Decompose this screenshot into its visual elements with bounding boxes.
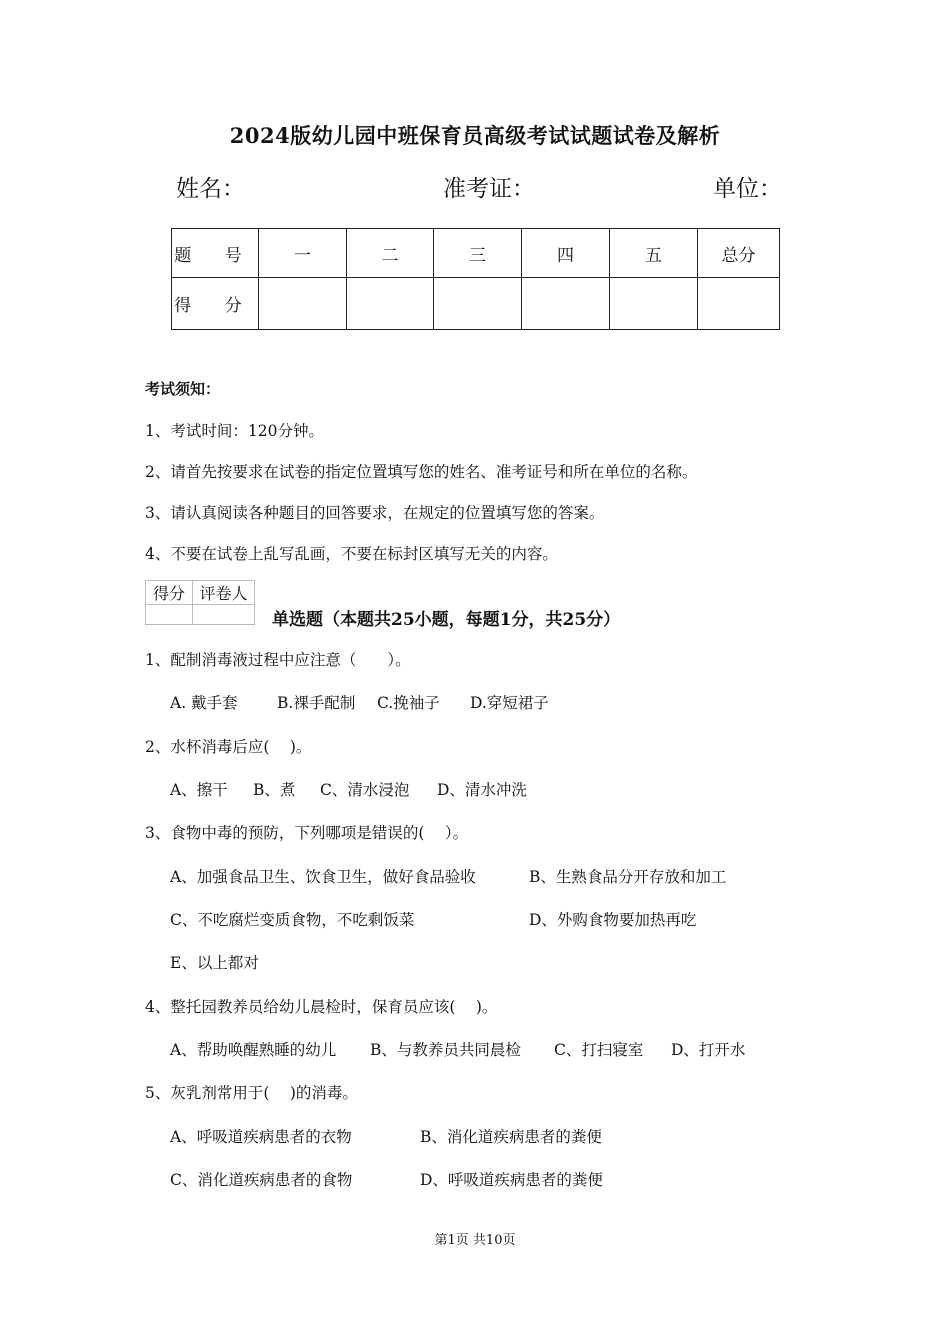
question-option: B.裸手配制 <box>277 694 356 712</box>
mini-score-cell[interactable] <box>146 605 193 625</box>
exam-id-field-label: 准考证： <box>443 176 535 202</box>
score-cell[interactable] <box>259 278 347 330</box>
section-title: 单选题（本题共25小题，每题1分，共25分） <box>272 610 621 630</box>
mini-grader-cell[interactable] <box>193 605 255 625</box>
notice-item: 4、不要在试卷上乱写乱画，不要在标封区填写无关的内容。 <box>145 545 558 563</box>
score-cell[interactable] <box>347 278 434 330</box>
question-option: C、消化道疾病患者的食物 <box>170 1171 353 1189</box>
question-option: A、呼吸道疾病患者的衣物 <box>170 1128 352 1146</box>
page-footer: 第1页 共10页 <box>434 1233 516 1248</box>
score-cell[interactable] <box>698 278 780 330</box>
question-option: B、与教养员共同晨检 <box>370 1041 521 1059</box>
question-stem: 4、整托园教养员给幼儿晨检时，保育员应该( )。 <box>145 998 498 1016</box>
question-option: A. 戴手套 <box>170 694 238 712</box>
notice-heading: 考试须知： <box>145 380 221 398</box>
question-option: A、擦干 <box>170 781 228 799</box>
question-option: D、外购食物要加热再吃 <box>529 911 697 929</box>
question-option: C、清水浸泡 <box>320 781 410 799</box>
score-label: 得 分 <box>172 278 259 330</box>
column-header: 二 <box>347 229 434 278</box>
column-header: 三 <box>434 229 522 278</box>
score-table <box>171 228 780 330</box>
column-header: 一 <box>259 229 347 278</box>
question-option: A、帮助唤醒熟睡的幼儿 <box>170 1041 337 1059</box>
question-option: D、打开水 <box>671 1041 746 1059</box>
question-option: D.穿短裙子 <box>470 694 549 712</box>
question-number-label: 题 号 <box>172 229 259 278</box>
question-option: C、打扫寝室 <box>554 1041 644 1059</box>
question-option: E、以上都对 <box>170 954 259 972</box>
score-cell[interactable] <box>610 278 698 330</box>
question-stem: 2、水杯消毒后应( )。 <box>145 738 312 756</box>
question-option: A、加强食品卫生、饮食卫生，做好食品验收 <box>170 868 476 886</box>
column-header: 四 <box>522 229 610 278</box>
column-header: 总分 <box>698 229 780 278</box>
mini-score-label: 得分 <box>146 581 193 605</box>
question-option: D、呼吸道疾病患者的粪便 <box>420 1171 603 1189</box>
column-header: 五 <box>610 229 698 278</box>
notice-item: 3、请认真阅读各种题目的回答要求，在规定的位置填写您的答案。 <box>145 504 605 522</box>
question-option: C.挽袖子 <box>377 694 440 712</box>
score-cell[interactable] <box>434 278 522 330</box>
question-option: B、生熟食品分开存放和加工 <box>529 868 727 886</box>
notice-item: 1、考试时间：120分钟。 <box>145 422 324 440</box>
grader-table <box>145 580 255 625</box>
question-option: D、清水冲洗 <box>437 781 527 799</box>
score-cell[interactable] <box>522 278 610 330</box>
question-stem: 3、食物中毒的预防，下列哪项是错误的( ）。 <box>145 824 469 842</box>
page-title: 2024版幼儿园中班保育员高级考试试题试卷及解析 <box>229 123 721 148</box>
unit-field-label: 单位： <box>713 176 782 202</box>
notice-item: 2、请首先按要求在试卷的指定位置填写您的姓名、准考证号和所在单位的名称。 <box>145 463 698 481</box>
question-option: C、不吃腐烂变质食物，不吃剩饭菜 <box>170 911 415 929</box>
name-field-label: 姓名： <box>176 176 245 202</box>
mini-grader-label: 评卷人 <box>193 581 255 605</box>
question-stem: 5、灰乳剂常用于( )的消毒。 <box>145 1084 358 1102</box>
question-option: B、消化道疾病患者的粪便 <box>420 1128 602 1146</box>
question-stem: 1、配制消毒液过程中应注意（ ）。 <box>145 651 411 669</box>
question-option: B、煮 <box>253 781 296 799</box>
